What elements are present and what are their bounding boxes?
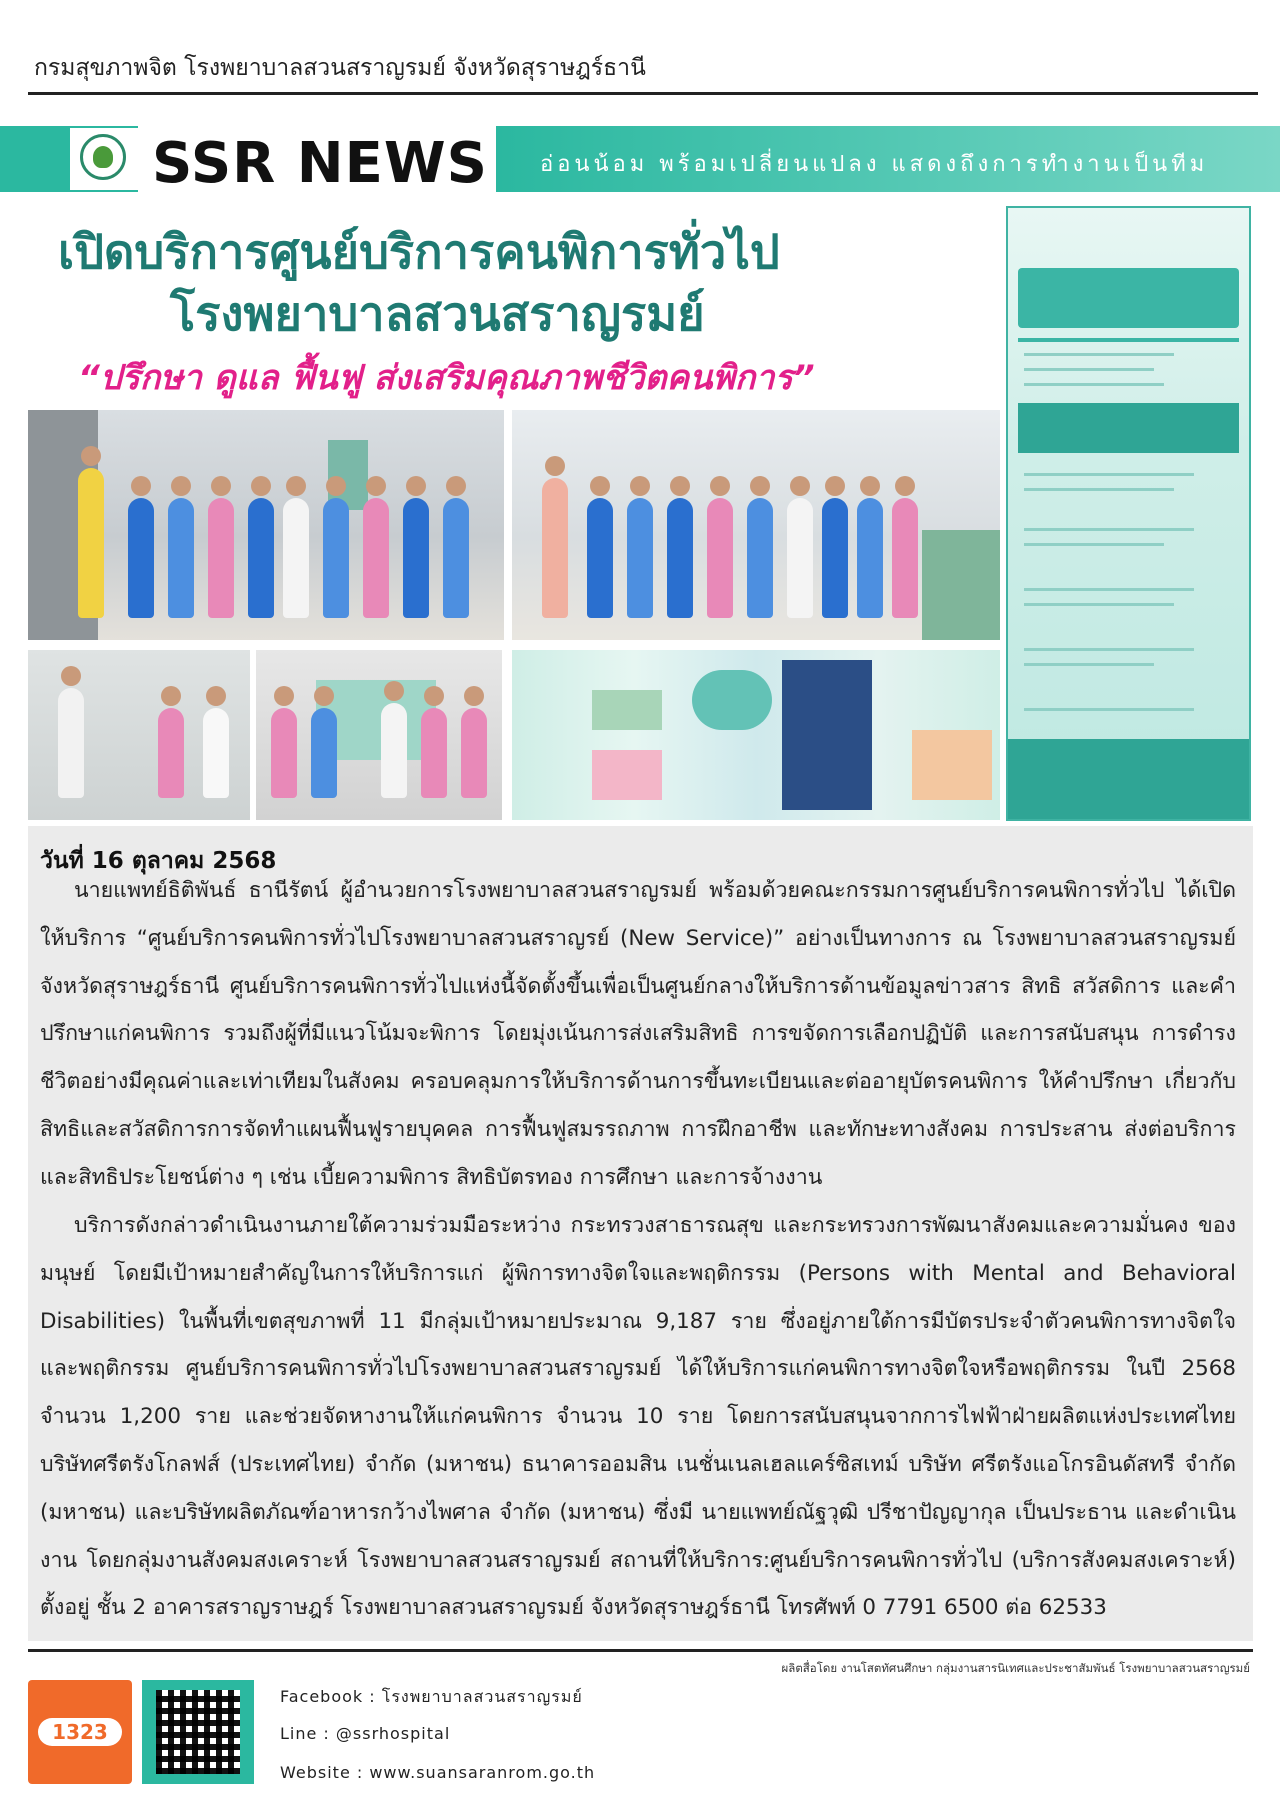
facebook-contact[interactable]: Facebook : โรงพยาบาลสวนสราญรมย์ [280,1687,583,1706]
hotline-number: 1323 [38,1718,122,1746]
hotline-badge [28,1680,132,1784]
header-divider [28,92,1258,95]
photo-sign [256,650,502,820]
article-date: วันที่ 16 ตุลาคม 2568 [40,848,277,874]
headline-tagline: “ปรึกษา ดูแล ฟื้นฟู ส่งเสริมคุณภาพชีวิตคนพิการ” [78,358,815,398]
line-contact[interactable]: Line : @ssrhospital [280,1724,451,1743]
newsletter-title: SSR NEWS [152,131,488,196]
headline-line-1: เปิดบริการศูนย์บริการคนพิการทั่วไป [58,225,780,280]
news-banner [0,126,1280,196]
photo-group-1 [28,410,504,640]
producer-credit: ผลิตสื่อโดย งานโสตทัศนศึกษา กลุ่มงานสารนิเทศและประชาสัมพันธ์ โรงพยาบาลสวนสราญรมย์ [781,1661,1250,1675]
photo-ribbon [28,650,250,820]
website-link[interactable]: Website : www.suansaranrom.go.th [280,1763,596,1782]
qr-code[interactable] [142,1680,254,1784]
photo-group-2 [512,410,1000,640]
banner-slogan: อ่อนน้อม พร้อมเปลี่ยนแปลง แสดงถึงการทำงานเป็นทีม [540,152,1209,177]
hospital-logo [70,128,138,190]
footer-divider [28,1649,1253,1652]
service-poster [1006,206,1251,821]
article-paragraph-1: นายแพทย์ธิติพันธ์ ธานีรัตน์ ผู้อำนวยการโรงพยาบาลสวนสราญรมย์ พร้อมด้วยคณะกรรมการศูนย์บริการคนพิการทั่วไป ได้เปิดให้บริการ “ศูนย์บริการคนพิการทั่วไปโรงพยาบาลสวนสราญรย์ (New Service)” อย่างเป็นทางการ ณ โรงพยาบาลสวนสราญรมย์ จังหวัดสุราษฎร์ธานี ศูนย์บริการคนพิการทั่วไปแห่งนี้จัดตั้งขึ้นเพื่อเป็นศูนย์กลางให้บริการด้านข้อมูลข่าวสาร สิทธิ สวัสดิการ และคำปรึกษาแก่คนพิการ รวมถึงผู้ที่มีแนวโน้มจะพิการ โดยมุ่งเน้นการส่งเสริมสิทธิ การขจัดการเลือกปฏิบัติ และการสนับสนุน การดำรงชีวิตอย่างมีคุณค่าและเท่าเทียมในสังคม ครอบคลุมการให้บริการด้านการขึ้นทะเบียนและต่ออายุบัตรคนพิการ ให้คำปรึกษา เกี่ยวกับสิทธิและสวัสดิการการจัดทำแผนฟื้นฟูรายบุคคล การฟื้นฟูสมรรถภาพ การฝึกอาชีพ และทักษะทางสังคม การประสาน ส่งต่อบริการและสิทธิประโยชน์ต่าง ๆ เช่น เบี้ยความพิการ สิทธิบัตรทอง การศึกษา และการจ้างงาน [40,878,1236,1190]
headline-line-2: โรงพยาบาลสวนสราญรมย์ [170,287,705,342]
organization-header: กรมสุขภาพจิต โรงพยาบาลสวนสราญรมย์ จังหวัดสุราษฎร์ธานี [34,55,646,81]
photo-infographics [512,650,1000,820]
article-paragraph-2: บริการดังกล่าวดำเนินงานภายใต้ความร่วมมือระหว่าง กระทรวงสาธารณสุข และกระทรวงการพัฒนาสังคมและความมั่นคง ของมนุษย์ โดยมีเป้าหมายสำคัญในการให้บริการแก่ ผู้พิการทางจิตใจและพฤติกรรม (Persons with Mental and Behavioral Disabilities) ในพื้นที่เขตสุขภาพที่ 11 มีกลุ่มเป้าหมายประมาณ 9,187 ราย ซึ่งอยู่ภายใต้การมีบัตรประจำตัวคนพิการทางจิตใจ และพฤติกรรม ศูนย์บริการคนพิการทั่วไปโรงพยาบาลสวนสราญรมย์ ได้ให้บริการแก่คนพิการทางจิตใจหรือพฤติกรรม ในปี 2568 จำนวน 1,200 ราย และช่วยจัดหางานให้แก่คนพิการ จำนวน 10 ราย โดยการสนับสนุนจากการไฟฟ้าฝ่ายผลิตแห่งประเทศไทย บริษัทศรีตรังโกลฟส์ (ประเทศไทย) จำกัด (มหาชน) ธนาคารออมสิน เนชั่นเนลเฮลแคร์ซิสเทม์ บริษัท ศรีตรังแอโกรอินดัสทรี จำกัด (มหาชน) และบริษัทผลิตภัณฑ์อาหารกว้างไพศาล จำกัด (มหาชน) ซึ่งมี นายแพทย์ณัฐวุฒิ ปรีชาปัญญากุล เป็นประธาน และดำเนินงาน โดยกลุ่มงานสังคมสงเคราะห์ โรงพยาบาลสวนสราญรมย์ สถานที่ให้บริการ:ศูนย์บริการคนพิการทั่วไป (บริการสังคมสงเคราะห์) ตั้งอยู่ ชั้น 2 อาคารสราญราษฎร์ โรงพยาบาลสวนสราญรมย์ จังหวัดสุราษฎร์ธานี โทรศัพท์ 0 7791 6500 ต่อ 62533 [40,1213,1236,1621]
